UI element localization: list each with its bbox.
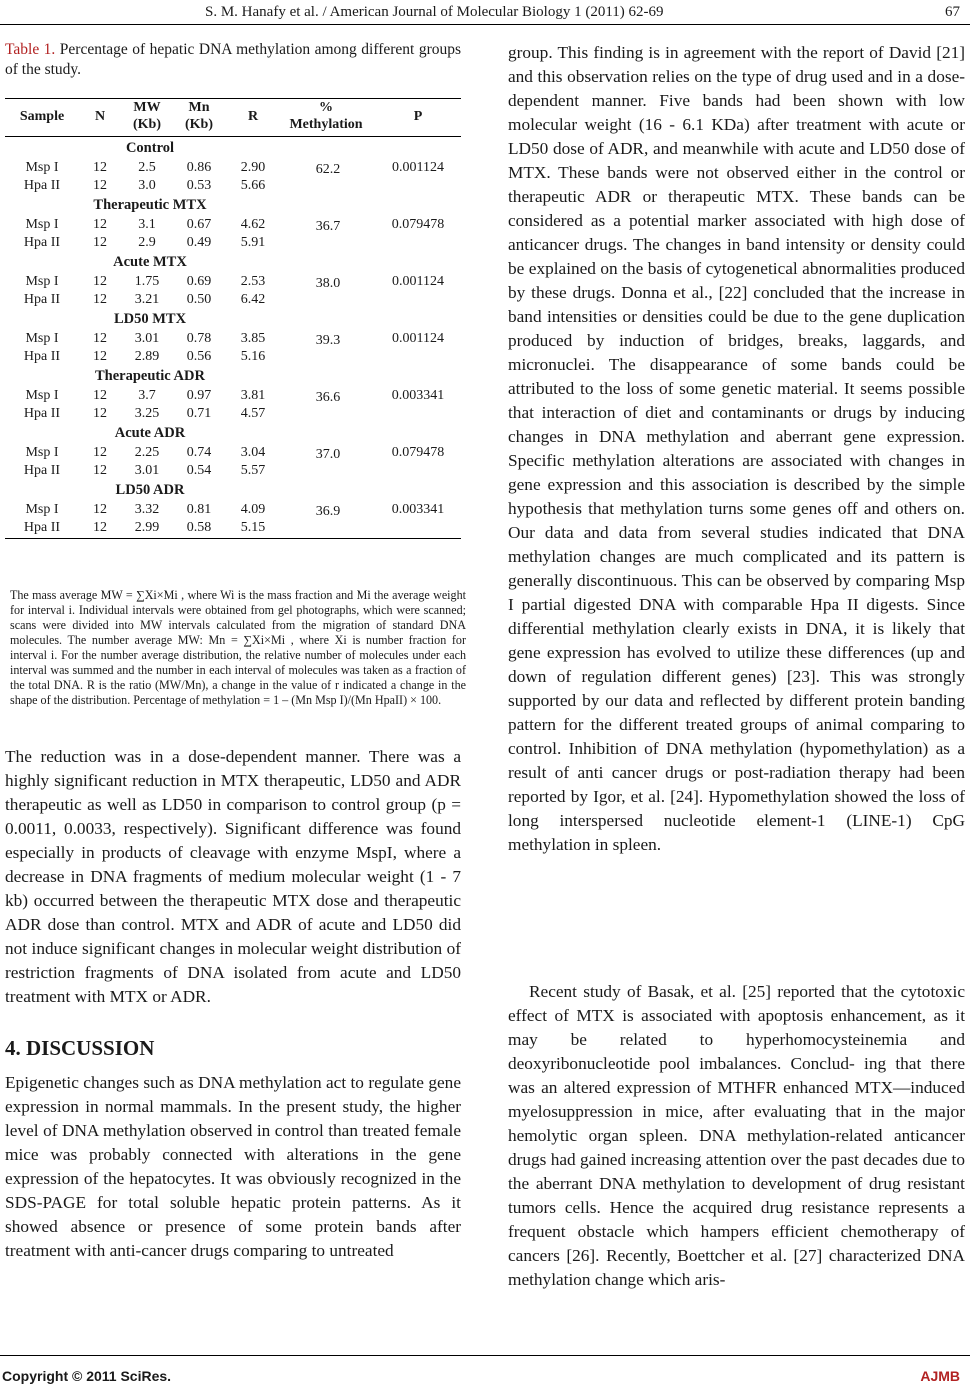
- cell-mw: 2.5: [138, 160, 156, 175]
- cell-mn: 0.58: [186, 520, 212, 535]
- cell-mw: 3.21: [134, 292, 160, 307]
- cell-mw: 3.1: [138, 217, 156, 232]
- cell-r: 4.09: [240, 502, 266, 517]
- page-footer: [0, 1356, 970, 1386]
- cell-sample: Hpa II: [23, 406, 61, 421]
- cell-mw: 1.75: [134, 274, 160, 289]
- cell-mw: 2.89: [134, 349, 160, 364]
- cell-mw: 2.25: [134, 445, 160, 460]
- running-header-text: S. M. Hanafy et al. / American Journal of Molecular Biology 1 (2011) 62-69: [205, 4, 664, 20]
- table-caption-label: Table 1.: [5, 41, 56, 58]
- col-header-mn: Mn: [188, 100, 210, 115]
- cell-mn: 0.78: [186, 331, 212, 346]
- page-number: 67: [945, 4, 960, 20]
- cell-n: 12: [93, 406, 107, 421]
- cell-sample: Hpa II: [23, 292, 61, 307]
- cell-r: 2.53: [240, 274, 266, 289]
- cell-mn: 0.97: [186, 388, 212, 403]
- cell-sample: Msp I: [25, 445, 59, 460]
- cell-p-value: 0.001124: [392, 274, 444, 289]
- cell-mw: 3.7: [138, 388, 156, 403]
- cell-n: 12: [93, 520, 107, 535]
- col-header-p: P: [413, 109, 423, 124]
- running-header: [0, 0, 970, 22]
- table-caption: [5, 40, 461, 80]
- cell-mn: 0.50: [186, 292, 212, 307]
- cell-sample: Msp I: [25, 217, 59, 232]
- cell-n: 12: [93, 292, 107, 307]
- cell-methylation: 36.9: [315, 504, 341, 519]
- cell-p-value: 0.079478: [391, 445, 445, 460]
- cell-methylation: 39.3: [315, 333, 341, 348]
- cell-mn: 0.49: [186, 235, 212, 250]
- cell-mn: 0.56: [186, 349, 212, 364]
- cell-n: 12: [93, 160, 107, 175]
- col-header-methylation: %: [319, 100, 333, 115]
- cell-mn: 0.81: [186, 502, 212, 517]
- group-label: Therapeutic ADR: [95, 368, 205, 384]
- table-top-rule: [5, 98, 461, 99]
- cell-sample: Msp I: [25, 502, 59, 517]
- cell-mn: 0.53: [186, 178, 212, 193]
- col-header-mw-unit: (Kb): [133, 117, 161, 132]
- cell-n: 12: [93, 388, 107, 403]
- cell-r: 5.91: [240, 235, 266, 250]
- cell-sample: Hpa II: [23, 463, 61, 478]
- cell-mw: 2.99: [134, 520, 160, 535]
- section-heading-discussion: 4. DISCUSSION: [5, 1036, 155, 1060]
- cell-n: 12: [93, 274, 107, 289]
- cell-mw: 3.01: [134, 331, 160, 346]
- cell-n: 12: [93, 349, 107, 364]
- cell-p-value: 0.003341: [391, 388, 445, 403]
- cell-r: 3.85: [240, 331, 266, 346]
- cell-mn: 0.69: [186, 274, 212, 289]
- cell-methylation: 62.2: [315, 162, 341, 177]
- cell-sample: Msp I: [25, 331, 59, 346]
- cell-sample: Msp I: [25, 274, 59, 289]
- col-header-sample: Sample: [19, 109, 65, 124]
- cell-p-value: 0.001124: [392, 331, 444, 346]
- cell-r: 4.57: [240, 406, 266, 421]
- cell-r: 4.62: [240, 217, 266, 232]
- cell-n: 12: [93, 502, 107, 517]
- cell-sample: Msp I: [25, 388, 59, 403]
- cell-r: 2.90: [240, 160, 266, 175]
- cell-r: 5.16: [240, 349, 266, 364]
- col-header-mn-unit: (Kb): [185, 117, 213, 132]
- cell-mn: 0.54: [186, 463, 212, 478]
- group-label: Therapeutic MTX: [93, 197, 207, 213]
- cell-n: 12: [93, 217, 107, 232]
- cell-methylation: 37.0: [315, 447, 341, 462]
- cell-sample: Hpa II: [23, 178, 61, 193]
- cell-mw: 3.25: [134, 406, 160, 421]
- cell-n: 12: [93, 235, 107, 250]
- discussion-paragraph-1: Epigenetic changes such as DNA methylation act to regulate gene expression in normal mammals. In the present study, the higher level of DNA methylation observed in control than treated female mice was probably connected with alterations in the gene expression of the hepatocytes. It was obviously recognized in the SDS-PAGE for total soluble hepatic protein patterns. As it showed absence or presence of some protein bands after treatment with anti-cancer drugs comparing to untreated: [5, 1073, 461, 1260]
- table-bottom-rule: [5, 538, 461, 539]
- cell-mn: 0.86: [186, 160, 212, 175]
- footer-journal: AJMB: [920, 1368, 960, 1384]
- cell-r: 5.57: [240, 463, 266, 478]
- cell-methylation: 36.6: [315, 390, 341, 405]
- cell-n: 12: [93, 331, 107, 346]
- table-header-rule: [5, 136, 461, 137]
- col-header-methylation-2: Methylation: [289, 117, 363, 132]
- cell-mw: 2.9: [138, 235, 156, 250]
- cell-r: 6.42: [240, 292, 266, 307]
- cell-r: 3.04: [240, 445, 266, 460]
- cell-mn: 0.71: [186, 406, 212, 421]
- cell-n: 12: [93, 445, 107, 460]
- cell-p-value: 0.003341: [391, 502, 445, 517]
- cell-r: 5.15: [240, 520, 266, 535]
- cell-r: 3.81: [240, 388, 266, 403]
- cell-methylation: 38.0: [315, 276, 341, 291]
- cell-mn: 0.67: [186, 217, 212, 232]
- cell-mn: 0.74: [186, 445, 212, 460]
- group-label: Acute MTX: [113, 254, 187, 270]
- col-header-n: N: [94, 109, 106, 124]
- footer-copyright: Copyright © 2011 SciRes.: [2, 1368, 172, 1384]
- group-label: Acute ADR: [114, 425, 186, 441]
- cell-n: 12: [93, 178, 107, 193]
- col-header-mw: MW: [133, 100, 161, 115]
- cell-sample: Hpa II: [23, 235, 61, 250]
- discussion-paragraph-1-cont: group. This finding is in agreement with the report of David [21] and this observation relies on the type of drug used and in a dose-dependent manner. Five bands had been shown with low molecular weight (16 - 6.1 KDa) after treatment with acute or LD50 dose of ADR, and meanwhile with acute and LD50 dose of MTX. These bands were not observed either in the control or therapeutic ADR or therapeutic MTX. These bands can be considered as a potential marker associated with high dose of anticancer drugs. The changes in band intensity or density could be explained on the basis of cytogenetical abnormalities produced by these drugs. Donna et al., [22] concluded that the increase in band intensities or densities could be due to the gene duplication produced by induction of bridges, breaks, laggards, and micronuclei. The disappearance of some bands could be attributed to the loss of some genetic material. It seems possible that interaction of diet and contaminants or drugs by inducing changes in DNA methylation and aberrant gene expression. Specific methylation alterations are associated with changes in gene expression and this association is described by the simple hypothesis that methylation turns some genes off and others on. Our data and data from several studies indicated that DNA methylation changes are much complicated and its pattern is generally discontinuous. This can be observed by comparing Msp I partial digested DNA with comparable Hpa II digests. Since differential methylation clearly exists in DNA, it is likely that gene expression has evolved to utilize these differences (up and down of regulation different genes) [23]. This was strongly supported by our data and reflected by different protein banding pattern for the different treated groups of animal comparing to control. Inhibition of DNA methylation (hypomethylation) as a result of anti cancer drugs or post-radiation therapy had been reported by Igor, et al. [24]. Hypomethylation showed the loss of long interspersed nucleotide element-1 (LINE-1) CpG methylation in spleen.: [508, 43, 965, 854]
- header-rule: [0, 24, 970, 25]
- cell-r: 5.66: [240, 178, 266, 193]
- cell-sample: Hpa II: [23, 520, 61, 535]
- cell-mw: 3.0: [138, 178, 156, 193]
- cell-methylation: 36.7: [315, 219, 341, 234]
- cell-mw: 3.32: [134, 502, 160, 517]
- cell-sample: Hpa II: [23, 349, 61, 364]
- left-column: [5, 40, 466, 707]
- table-footnote: The mass average MW = ∑Xi×Mi , where Wi is the mass fraction and Mi the average weight for interval i. Individual intervals were obtained from gel photographs, which were scanned; scans were divided into MW intervals calculated from the migration of standard DNA molecules. The number average MW: Mn = ∑Xi×Mi , where Xi is number fraction for interval i. For the number average distribution, the relative number of molecules under each interval was summed and the number in each interval of molecules was taken as a fraction of the total DNA. R is the ratio (MW/Mn), a change in the value of r indicated a change in the shape of the distribution. Percentage of methylation = 1 – (Mn Msp I)/(Mn HpaII) × 100.: [10, 588, 466, 707]
- cell-p-value: 0.001124: [392, 160, 444, 175]
- col-header-r: R: [247, 109, 259, 124]
- cell-n: 12: [93, 463, 107, 478]
- group-label: Control: [125, 140, 175, 156]
- group-label: LD50 MTX: [113, 311, 187, 327]
- table-caption-text: Percentage of hepatic DNA methylation among different groups of the study.: [5, 41, 462, 78]
- cell-sample: Msp I: [25, 160, 59, 175]
- group-label: LD50 ADR: [115, 482, 185, 498]
- cell-p-value: 0.079478: [391, 217, 445, 232]
- discussion-paragraph-2: Recent study of Basak, et al. [25] reported that the cytotoxic effect of MTX is associated with apoptosis enhancement, as it may be related to hyperhomocysteinemia and deoxyribonucleotide pool imbalances. Conclud- ing that there was an altered expression of MTHFR enhanced MTX—induced myelosuppression in mice, after evaluating that in the major hemolytic organ spleen. DNA methylation-related anticancer drugs had gained increasing attention over the past decades due to the aberrant DNA methylation to development of drug resistant tumors cells. Hence the acquired drug resistance represents a frequent obstacle which hampers efficient chemotherapy of cancers [26]. Recently, Boettcher et al. [27] characterized DNA methylation change which aris-: [508, 982, 965, 1289]
- results-paragraph: The reduction was in a dose-dependent manner. There was a highly significant reduction in MTX therapeutic, LD50 and ADR therapeutic as well as LD50 in comparison to control group (p = 0.0011, 0.0033, respectively). Significant difference was found especially in products of cleavage with enzyme MspI, where a decrease in DNA fragments of medium molecular weight (1 - 7 kb) occurred between the therapeutic MTX dose and therapeutic ADR dose than control. MTX and ADR of acute and LD50 did not induce significant changes in molecular weight distribution of restriction fragments of DNA isolated from acute and LD50 treatment with MTX or ADR.: [5, 747, 461, 1006]
- cell-mw: 3.01: [134, 463, 160, 478]
